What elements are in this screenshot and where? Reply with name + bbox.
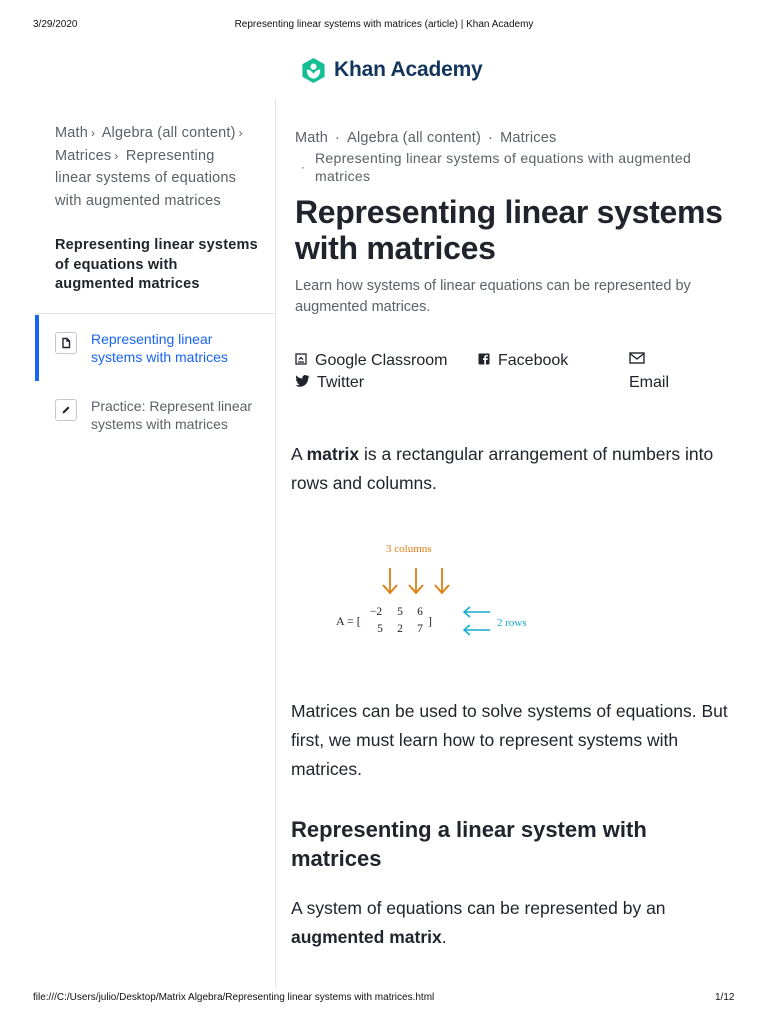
sidebar-crumb-math[interactable]: Math xyxy=(55,125,89,141)
matrix-entry: 2 xyxy=(397,623,403,635)
matrix-entry: 5 xyxy=(377,623,383,635)
print-date: 3/29/2020 xyxy=(33,19,78,30)
envelope-icon xyxy=(629,350,645,372)
rows-label: 2 rows xyxy=(497,617,527,629)
share-label: Email xyxy=(629,374,670,391)
breadcrumb-separator: · xyxy=(301,160,305,174)
pencil-icon xyxy=(55,399,77,421)
matrix-entry: 5 xyxy=(397,606,403,618)
breadcrumb xyxy=(295,129,715,148)
share-twitter-button[interactable] xyxy=(295,372,364,394)
share-label: Google Classroom xyxy=(315,352,448,369)
body-paragraph: Matrices can be used to solve systems of equations. But first, we must learn how to represent systems with matrices. xyxy=(291,701,728,779)
columns-label: 3 columns xyxy=(386,543,432,555)
logo-text: Khan Academy xyxy=(334,58,483,81)
khan-academy-logo-icon xyxy=(300,57,327,84)
chevron-right-icon: › xyxy=(238,126,243,140)
matrix-rhs: ] xyxy=(428,614,432,628)
chevron-right-icon: › xyxy=(91,126,96,140)
breadcrumb-separator: · xyxy=(335,130,341,146)
matrix-lhs: A = [ xyxy=(336,614,361,628)
sidebar-breadcrumb xyxy=(55,122,255,212)
breadcrumb-separator: · xyxy=(488,130,494,146)
matrix-entry: −2 xyxy=(369,606,383,618)
share-google-classroom-button[interactable] xyxy=(295,350,448,372)
print-page-title: Representing linear systems with matrices (article) | Khan Academy xyxy=(234,19,534,30)
column-arrows xyxy=(383,568,449,593)
sidebar-item-label: Representing linear systems with matrices xyxy=(91,331,228,365)
print-file-path: file:///C:/Users/julio/Desktop/Matrix Algebra/Representing linear systems with matrices.html xyxy=(33,992,435,1003)
matrix-entry: 7 xyxy=(417,623,423,635)
matrix-diagram xyxy=(330,535,550,645)
matrix-entry: 6 xyxy=(417,606,423,618)
chevron-right-icon: › xyxy=(114,148,119,163)
facebook-icon xyxy=(478,350,492,372)
khan-academy-logo[interactable] xyxy=(300,55,483,85)
sidebar-active-indicator xyxy=(35,315,39,381)
share-label: Twitter xyxy=(317,374,365,391)
sidebar-separator xyxy=(35,313,275,314)
share-label: Facebook xyxy=(498,352,569,369)
page-title: Representing linear systems with matrices xyxy=(295,194,723,266)
sidebar-item-practice[interactable] xyxy=(55,397,260,433)
twitter-icon xyxy=(295,372,311,394)
article-icon xyxy=(55,332,77,354)
share-facebook-button[interactable] xyxy=(478,350,568,372)
sidebar-item-label: Practice: Represent linear systems with matrices xyxy=(91,398,253,432)
sidebar-item-article[interactable] xyxy=(55,330,260,366)
crumb-unit[interactable]: Representing linear systems of equations with augmented matrices xyxy=(315,150,692,184)
sidebar-crumb-algebra[interactable]: Algebra (all content) xyxy=(101,125,236,141)
sidebar-current-section: Representing linear systems of equations with augmented matrices xyxy=(55,237,258,292)
share-email-button[interactable] xyxy=(629,350,669,394)
crumb-matrices[interactable]: Matrices xyxy=(500,130,557,146)
term-matrix: matrix xyxy=(306,444,360,464)
crumb-math[interactable]: Math xyxy=(295,130,329,146)
sidebar-crumb-unit[interactable]: Representing linear systems of equations with augmented matrices xyxy=(55,147,237,209)
print-page-number: 1/12 xyxy=(715,992,735,1003)
body-paragraph: A system of equations can be represented by an augmented matrix. xyxy=(291,898,666,947)
row-arrows xyxy=(464,607,490,635)
sidebar-divider xyxy=(275,98,276,988)
page-subtitle: Learn how systems of linear equations can be represented by augmented matrices. xyxy=(295,278,691,315)
print-header xyxy=(0,19,768,33)
intro-paragraph: A matrix is a rectangular arrangement of numbers into rows and columns. xyxy=(291,444,714,493)
section-heading: Representing a linear system with matrices xyxy=(291,817,647,871)
term-augmented-matrix: augmented matrix xyxy=(291,927,442,947)
sidebar-crumb-matrices[interactable]: Matrices xyxy=(55,147,112,164)
crumb-algebra[interactable]: Algebra (all content) xyxy=(347,130,482,146)
google-classroom-icon xyxy=(295,350,309,372)
